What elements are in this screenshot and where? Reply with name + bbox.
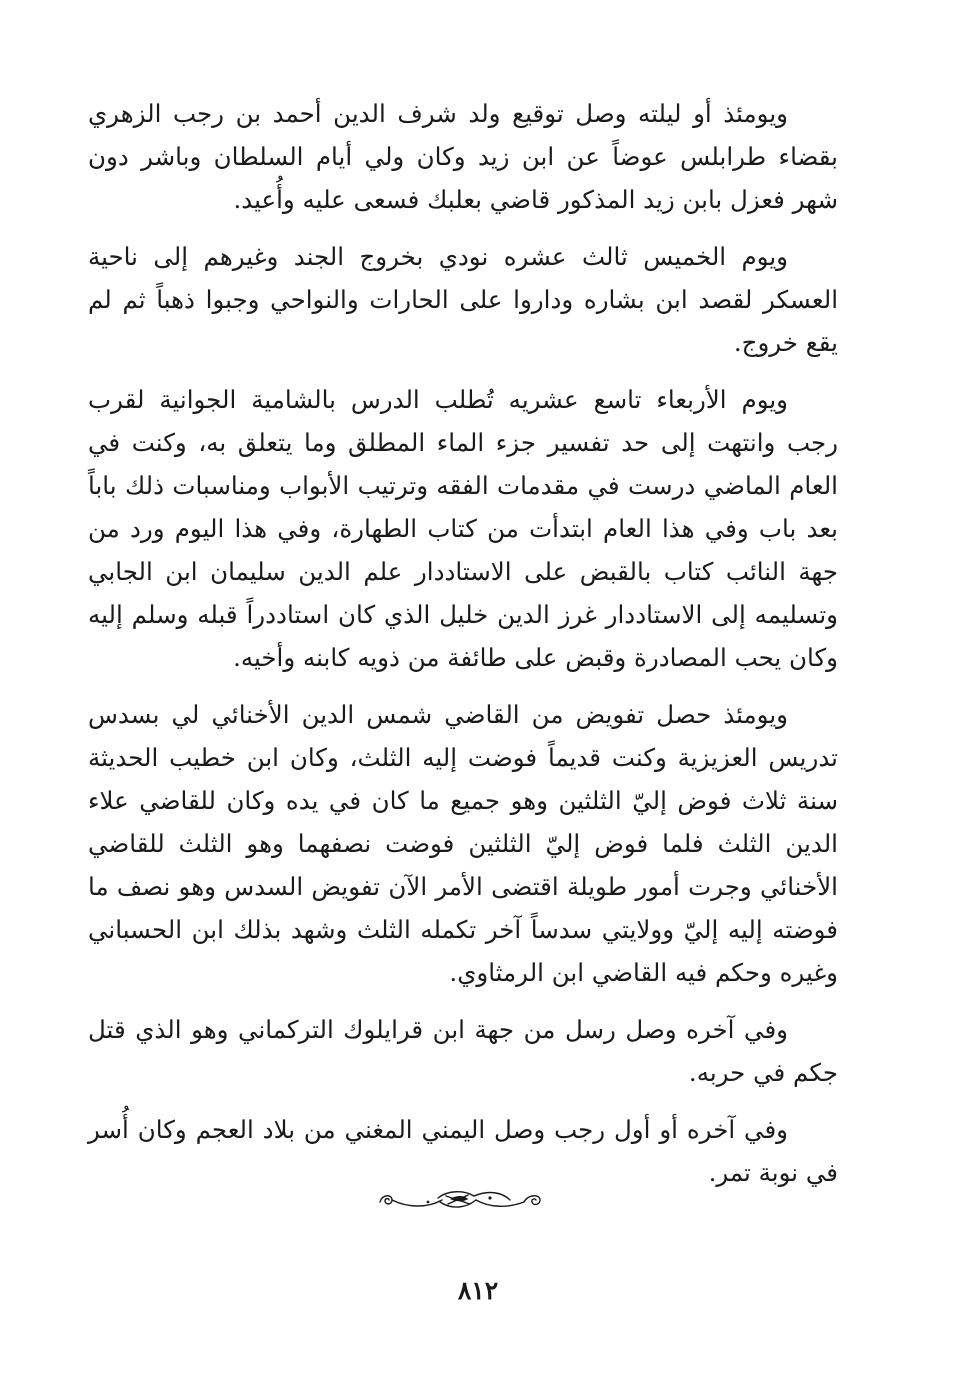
page-body (88, 92, 838, 1208)
paragraph-6: وفي آخره أو أول رجب وصل اليمني المغني من بلاد العجم وكان أُسر في نوبة تمر. (88, 1115, 838, 1187)
floral-divider-icon (378, 1186, 544, 1214)
paragraph-1: ويومئذ أو ليلته وصل توقيع ولد شرف الدين أحمد بن رجب الزهري بقضاء طرابلس عوضاً عن ابن زيد وكان ولي أيام السلطان وباشر دون شهر فعزل بابن زيد المذكور قاضي بعلبك فسعى عليه وأُعيد. (88, 99, 838, 214)
paragraph-2: ويوم الخميس ثالث عشره نودي بخروج الجند وغيرهم إلى ناحية العسكر لقصد ابن بشاره وداروا على الحارات والنواحي وجبوا ذهباً ثم لم يقع خروج. (88, 242, 838, 357)
paragraph-4: ويومئذ حصل تفويض من القاضي شمس الدين الأخنائي لي بسدس تدريس العزيزية وكنت قديماً فوضت إليه الثلث، وكان ابن خطيب الحديثة سنة ثلاث فوض إليّ الثلثين وهو جميع ما كان في يده وكان للقاضي علاء الدين الثلث فلما فوض إليّ الثلثين فوضت نصفهما وهو الثلث للقاضي الأخنائي وجرت أمور طويلة اقتضى الأمر الآن تفويض السدس وهو نصف ما فوضته إليه إليّ وولايتي سدساً آخر تكمله الثلث وشهد بذلك ابن الحسباني وغيره وحكم فيه القاضي ابن الرمثاوي. (88, 700, 838, 987)
page-number: ٨١٢ (457, 1276, 499, 1305)
paragraph-3: ويوم الأربعاء تاسع عشريه تُطلب الدرس بالشامية الجوانية لقرب رجب وانتهت إلى حد تفسير جزء الماء المطلق وما يتعلق به، وكنت في العام الماضي درست في مقدمات الفقه وترتيب الأبواب ومناسبات ذلك باباً بعد باب وفي هذا العام ابتدأت من كتاب الطهارة، وفي هذا اليوم ورد من جهة النائب كتاب بالقبض على الاستاددار علم الدين سليمان ابن الجابي وتسليمه إلى الاستاددار غرز الدين خليل الذي كان استاددراً قبله وسلم إليه وكان يحب المصادرة وقبض على طائفة من ذويه كابنه وأخيه. (88, 385, 838, 672)
paragraph-5: وفي آخره وصل رسل من جهة ابن قرايلوك التركماني وهو الذي قتل جكم في حربه. (88, 1015, 838, 1087)
